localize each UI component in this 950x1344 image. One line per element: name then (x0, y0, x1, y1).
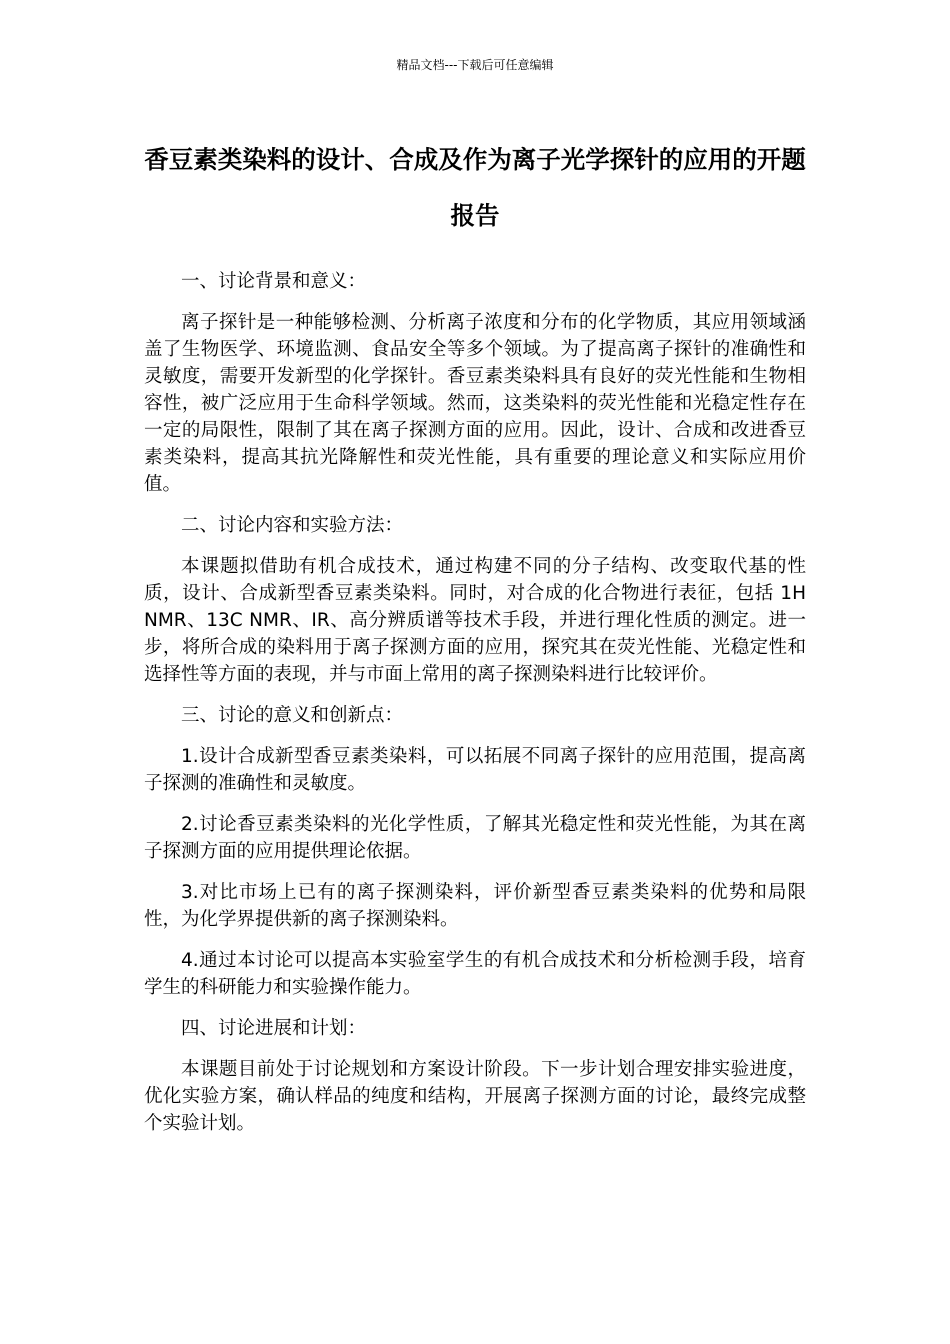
section-background (144, 268, 806, 498)
section-significance (144, 702, 806, 1001)
document-body (144, 268, 806, 1151)
section-heading: 三、讨论的意义和创新点： (181, 705, 404, 726)
list-item: 2.讨论香豆素类染料的光化学性质，了解其光稳定性和荧光性能，为其在离子探测方面的应用提供理论依据。 (144, 814, 806, 862)
section-heading: 四、讨论进展和计划： (181, 1018, 367, 1039)
page-header: 精品文档---下载后可任意编辑 (396, 58, 554, 72)
paragraph: 离子探针是一种能够检测、分析离子浓度和分布的化学物质，其应用领域涵盖了生物医学、环境监测、食品安全等多个领域。为了提高离子探针的准确性和灵敏度，需要开发新型的化学探针。香豆素类染料具有良好的荧光性能和生物相容性，被广泛应用于生命科学领域。然而，这类染料的荧光性能和光稳定性存在一定的局限性，限制了其在离子探测方面的应用。因此，设计、合成和改进香豆素类染料，提高其抗光降解性和荧光性能，具有重要的理论意义和实际应用价值。 (144, 312, 806, 495)
list-item: 4.通过本讨论可以提高本实验室学生的有机合成技术和分析检测手段，培育学生的科研能力和实验操作能力。 (144, 950, 806, 998)
list-item: 1.设计合成新型香豆素类染料，可以拓展不同离子探针的应用范围，提高离子探测的准确性和灵敏度。 (144, 746, 806, 794)
section-heading: 二、讨论内容和实验方法： (181, 515, 404, 536)
section-heading: 一、讨论背景和意义： (181, 271, 367, 292)
paragraph: 本课题目前处于讨论规划和方案设计阶段。下一步计划合理安排实验进度，优化实验方案，确认样品的纯度和结构，开展离子探测方面的讨论，最终完成整个实验计划。 (144, 1059, 806, 1134)
section-progress-plan (144, 1015, 806, 1137)
paragraph: 本课题拟借助有机合成技术，通过构建不同的分子结构、改变取代基的性质，设计、合成新型香豆素类染料。同时，对合成的化合物进行表征，包括 1H NMR、13C NMR、IR、高分辨质谱等技术手段，并进行理化性质的测定。进一步，将所合成的染料用于离子探测方面的应用，探究其在荧光性能、光稳定性和选择性等方面的表现，并与市面上常用的离子探测染料进行比较评价。 (144, 556, 806, 685)
section-content-methods (144, 512, 806, 688)
document-title: 香豆素类染料的设计、合成及作为离子光学探针的应用的开题报告 (144, 145, 806, 230)
list-item: 3.对比市场上已有的离子探测染料，评价新型香豆素类染料的优势和局限性，为化学界提供新的离子探测染料。 (144, 882, 806, 930)
